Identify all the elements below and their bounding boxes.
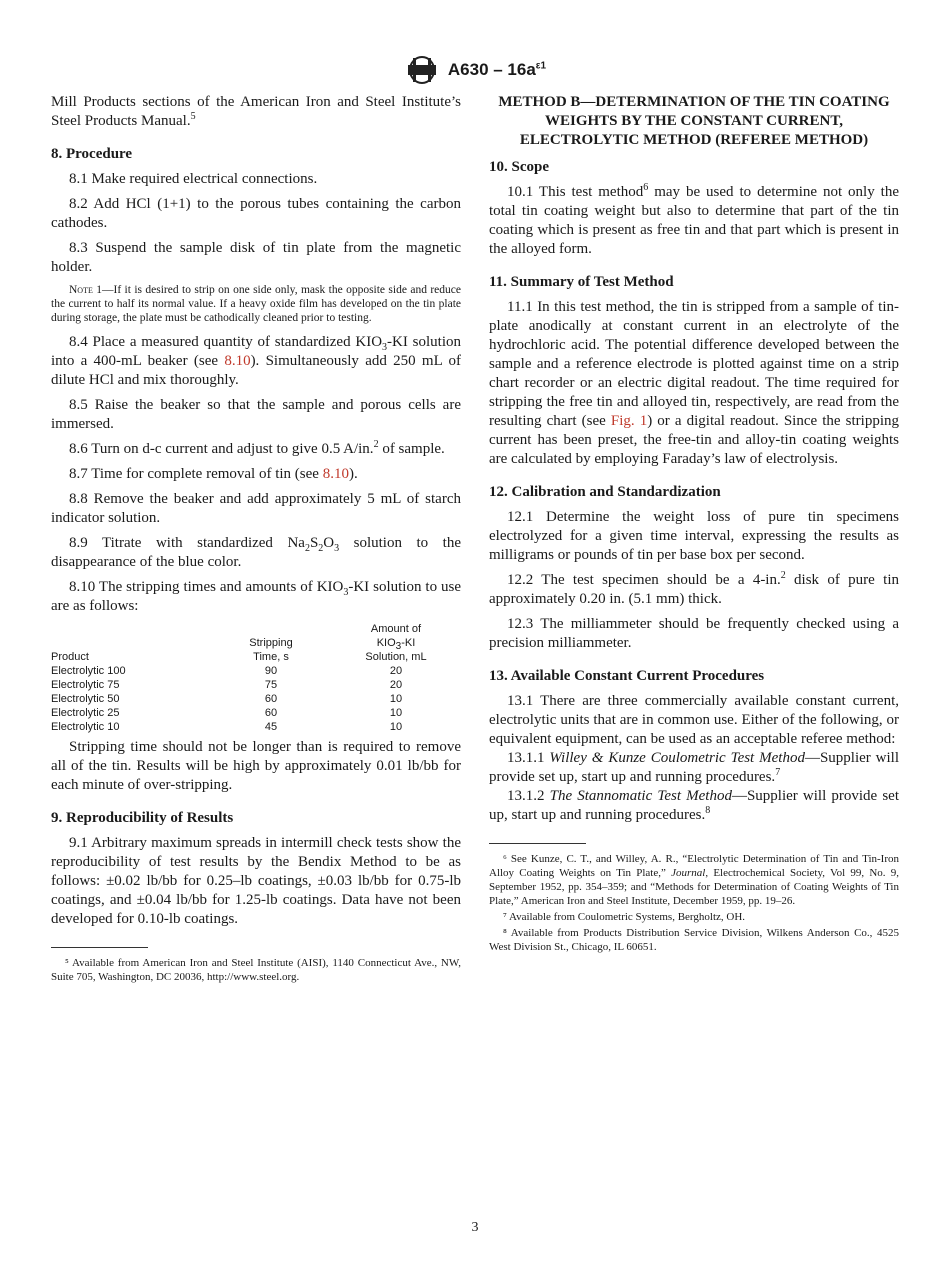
para-12-1: 12.1 Determine the weight loss of pure tin specimens electrolyzed for a given time interval, expressing the results as milligrams or pounds of tin per base box per second. bbox=[489, 509, 899, 563]
para-8-2: 8.2 Add HCl (1+1) to the porous tubes containing the carbon cathodes. bbox=[51, 196, 461, 231]
para-8-10: 8.10 The stripping times and amounts of $KIO_3-KI$ solution to use are as follows: bbox=[51, 579, 462, 614]
footnote-8: ⁸ Available from Products Distribution Service Division, Wilkens Anderson Co., 4525 West Division St., Chicago, IL 60651. bbox=[489, 927, 899, 953]
para-10-1: 10.1 This test method$^6$ may be used to determine not only the total tin coating weight but also to determine that part of the tin coating which is present as free tin and that part which is present in the alloyed form. bbox=[489, 182, 899, 257]
left-column bbox=[51, 93, 461, 986]
section-10-heading: 10. Scope bbox=[489, 159, 549, 175]
section-9-heading: 9. Reproducibility of Results bbox=[51, 810, 234, 826]
footnote-6: ⁶ See Kunze, C. T., and Willey, A. R., “Electrolytic Determination of Tin and Tin-Iron Alloy Coating Weights on Tin Plate,” Journal, Electrochemical Society, Vol 99, No. 9, September 1952, pp. 354–359; and “Methods for Determination of Coating Weights of Tin Plate,” American Iron and Steel Institute, December 1959, pp. 19–26. bbox=[489, 853, 899, 907]
figure-1-link[interactable]: Fig. 1 bbox=[610, 413, 648, 429]
table-row: Electrolytic 75 75 20 bbox=[51, 679, 403, 691]
table-row: Electrolytic 25 60 10 bbox=[51, 707, 403, 719]
section-12-heading: 12. Calibration and Standardization bbox=[489, 484, 721, 500]
col-header-time: Stripping Time, s bbox=[249, 637, 293, 663]
page-number: 3 bbox=[471, 1220, 479, 1235]
para-8-4: 8.4 Place a measured quantity of standardized $KIO_3-KI$ solution into a 400-mL beaker (see 8.10). Simultaneously add 250 mL of dilute HCl and mix thoroughly. bbox=[51, 334, 461, 388]
designation-epsilon: ε1 bbox=[535, 60, 547, 72]
footnote-divider bbox=[51, 947, 148, 948]
right-column bbox=[489, 93, 899, 956]
section-13-heading: 13. Available Constant Current Procedures bbox=[489, 668, 765, 684]
para-11-1: 11.1 In this test method, the tin is stripped from a sample of tin-plate anodically at constant current in an electrolyte of the hydrochloric acid. The potential difference developed between the sample and a reference electrode is plotted against time on a strip chart recorder or an electric digital readout. The time required for stripping the free tin and alloyed tin, respectively, are read from the resulting chart (see Fig. 1) or a digital readout. Since the stripping current has been preset, the free-tin and alloy-tin coating weights are calculated by employing Faraday’s law of electrolysis. bbox=[489, 299, 899, 467]
intro-paragraph: Mill Products sections of the American Iron and Steel Institute’s Steel Products Manual.$^5$ bbox=[51, 94, 461, 129]
section-8-heading: 8. Procedure bbox=[51, 146, 133, 162]
para-8-6: 8.6 Turn on d-c current and adjust to give 0.5 A/in.$^2$ of sample. bbox=[69, 439, 445, 457]
table-row: Electrolytic 100 90 20 bbox=[51, 665, 403, 677]
para-12-2: 12.2 The test specimen should be a 4-in.$^2$ disk of pure tin approximately 0.20 in. (5.1 mm) thick. bbox=[489, 570, 899, 607]
para-8-9: 8.9 Titrate with standardized $Na_2S_2O_3$ solution to the disappearance of the blue color. bbox=[51, 535, 461, 570]
section-11-heading: 11. Summary of Test Method bbox=[489, 274, 674, 290]
page-header bbox=[0, 55, 950, 85]
xref-8-10-link[interactable]: 8.10 bbox=[322, 466, 349, 482]
col-header-product: Product bbox=[51, 651, 89, 663]
para-13-1: 13.1 There are three commercially available constant current, electrolytic units that are in common use. Either of the following, or equivalent equipment, can be used as an acceptable referee method: bbox=[489, 693, 899, 747]
footnote-7: ⁷ Available from Coulometric Systems, Bergholtz, OH. bbox=[503, 911, 746, 923]
para-8-5: 8.5 Raise the beaker so that the sample and porous cells are immersed. bbox=[51, 397, 461, 432]
para-9-1: 9.1 Arbitrary maximum spreads in intermill check tests show the reproducibility of test results by the Bendix Method to be as follows: ±0.02 lb/bb for 0.25–lb coatings, ±0.03 lb/bb for 0.75-lb coatings, and ±0.04 lb/bb for 1.25-lb coatings. Data have not been developed for 0.10-lb coatings. bbox=[51, 835, 461, 927]
footnote-5: ⁵ Available from American Iron and Steel Institute (AISI), 1140 Connecticut Ave., NW, Suite 705, Washington, DC 20036, http://www.steel.org. bbox=[51, 957, 461, 983]
stripping-note-paragraph: Stripping time should not be longer than is required to remove all of the tin. Results will be high by approximately 0.01 lb/bb for each minute of over-stripping. bbox=[51, 739, 461, 793]
para-8-3: 8.3 Suspend the sample disk of tin plate from the magnetic holder. bbox=[51, 240, 461, 275]
col-header-amount: Amount of $KIO_3-KI$ Solution, mL bbox=[365, 623, 427, 663]
para-8-7: 8.7 Time for complete removal of tin (see 8.10). bbox=[69, 466, 358, 482]
method-b-title: METHOD B—DETERMINATION OF THE TIN COATING WEIGHTS BY THE CONSTANT CURRENT, ELECTROLYTIC METHOD (REFEREE METHOD) bbox=[498, 94, 890, 148]
para-8-8: 8.8 Remove the beaker and add approximately 5 mL of starch indicator solution. bbox=[51, 491, 461, 526]
astm-logo-icon bbox=[404, 55, 440, 85]
table-row: Electrolytic 10 45 10 bbox=[51, 721, 403, 733]
para-12-3: 12.3 The milliammeter should be frequently checked using a precision milliammeter. bbox=[489, 616, 899, 651]
footnote-divider bbox=[489, 843, 586, 844]
note-1: Note 1—If it is desired to strip on one side only, mask the opposite side and reduce the current to half its normal value. If a heavy oxide film has developed on the tin plate during storage, the plate must be cathodically cleaned prior to testing. bbox=[51, 284, 461, 324]
para-13-1-1: 13.1.1 Willey & Kunze Coulometric Test Method—Supplier will provide set up, start up and running procedures.$^7$ bbox=[489, 750, 899, 785]
table-row: Electrolytic 50 60 10 bbox=[51, 693, 403, 705]
document-designation: $A630 - 16a^{\varepsilon 1}$ bbox=[447, 60, 547, 79]
para-13-1-2: 13.1.2 The Stannomatic Test Method—Supplier will provide set up, start up and running procedures.$^8$ bbox=[489, 788, 899, 823]
stripping-times-table bbox=[51, 622, 461, 734]
para-8-1: 8.1 Make required electrical connections. bbox=[69, 171, 318, 187]
xref-8-10-link[interactable]: 8.10 bbox=[224, 353, 251, 369]
